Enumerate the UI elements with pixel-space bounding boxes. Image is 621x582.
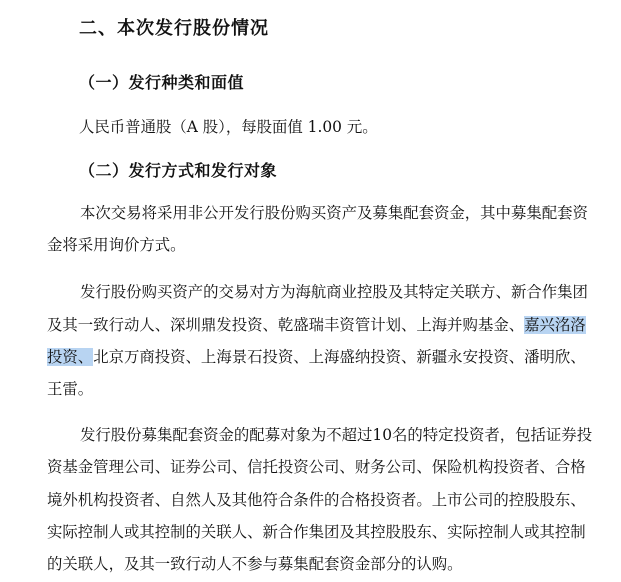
paragraph-line: 资基金管理公司、证券公司、信托投资公司、财务公司、保险机构投资者、合格 bbox=[47, 458, 586, 476]
paragraph-line: 实际控制人或其控制的关联人、新合作集团及其控股股东、实际控制人或其控制 bbox=[47, 523, 586, 541]
subsection-heading-issue-method: （二）发行方式和发行对象 bbox=[79, 161, 278, 180]
text-selection-highlight[interactable]: 投资、 bbox=[47, 348, 94, 366]
text-selection-highlight[interactable]: 嘉兴洺洛 bbox=[524, 316, 586, 334]
paragraph-line: 本次交易将采用非公开发行股份购买资产及募集配套资金，其中募集配套资 bbox=[80, 204, 588, 222]
paragraph-line: 境外机构投资者、自然人及其他符合条件的合格投资者。上市公司的控股股东、 bbox=[47, 491, 586, 509]
section-heading: 二、本次发行股份情况 bbox=[79, 18, 269, 39]
paragraph-text: 北京万商投资、上海景石投资、上海盛纳投资、新疆永安投资、潘明欣、 bbox=[93, 348, 586, 366]
paragraph-line: 金将采用询价方式。 bbox=[47, 236, 186, 254]
paragraph-line bbox=[47, 345, 586, 367]
issue-type-text: 人民币普通股（A 股），每股面值 1.00 元。 bbox=[79, 118, 378, 136]
paragraph-line bbox=[47, 313, 586, 335]
paragraph-line: 的关联人，及其一致行动人不参与募集配套资金部分的认购。 bbox=[47, 555, 463, 573]
paragraph-line: 王雷。 bbox=[47, 380, 94, 398]
paragraph-text: 及其一致行动人、深圳鼎发投资、乾盛瑞丰资管计划、上海并购基金、 bbox=[47, 316, 525, 334]
paragraph-line: 发行股份购买资产的交易对方为海航商业控股及其特定关联方、新合作集团 bbox=[80, 283, 588, 301]
subsection-heading-issue-type: （一）发行种类和面值 bbox=[79, 73, 245, 92]
paragraph-line: 发行股份募集配套资金的配募对象为不超过10名的特定投资者，包括证券投 bbox=[80, 426, 593, 444]
